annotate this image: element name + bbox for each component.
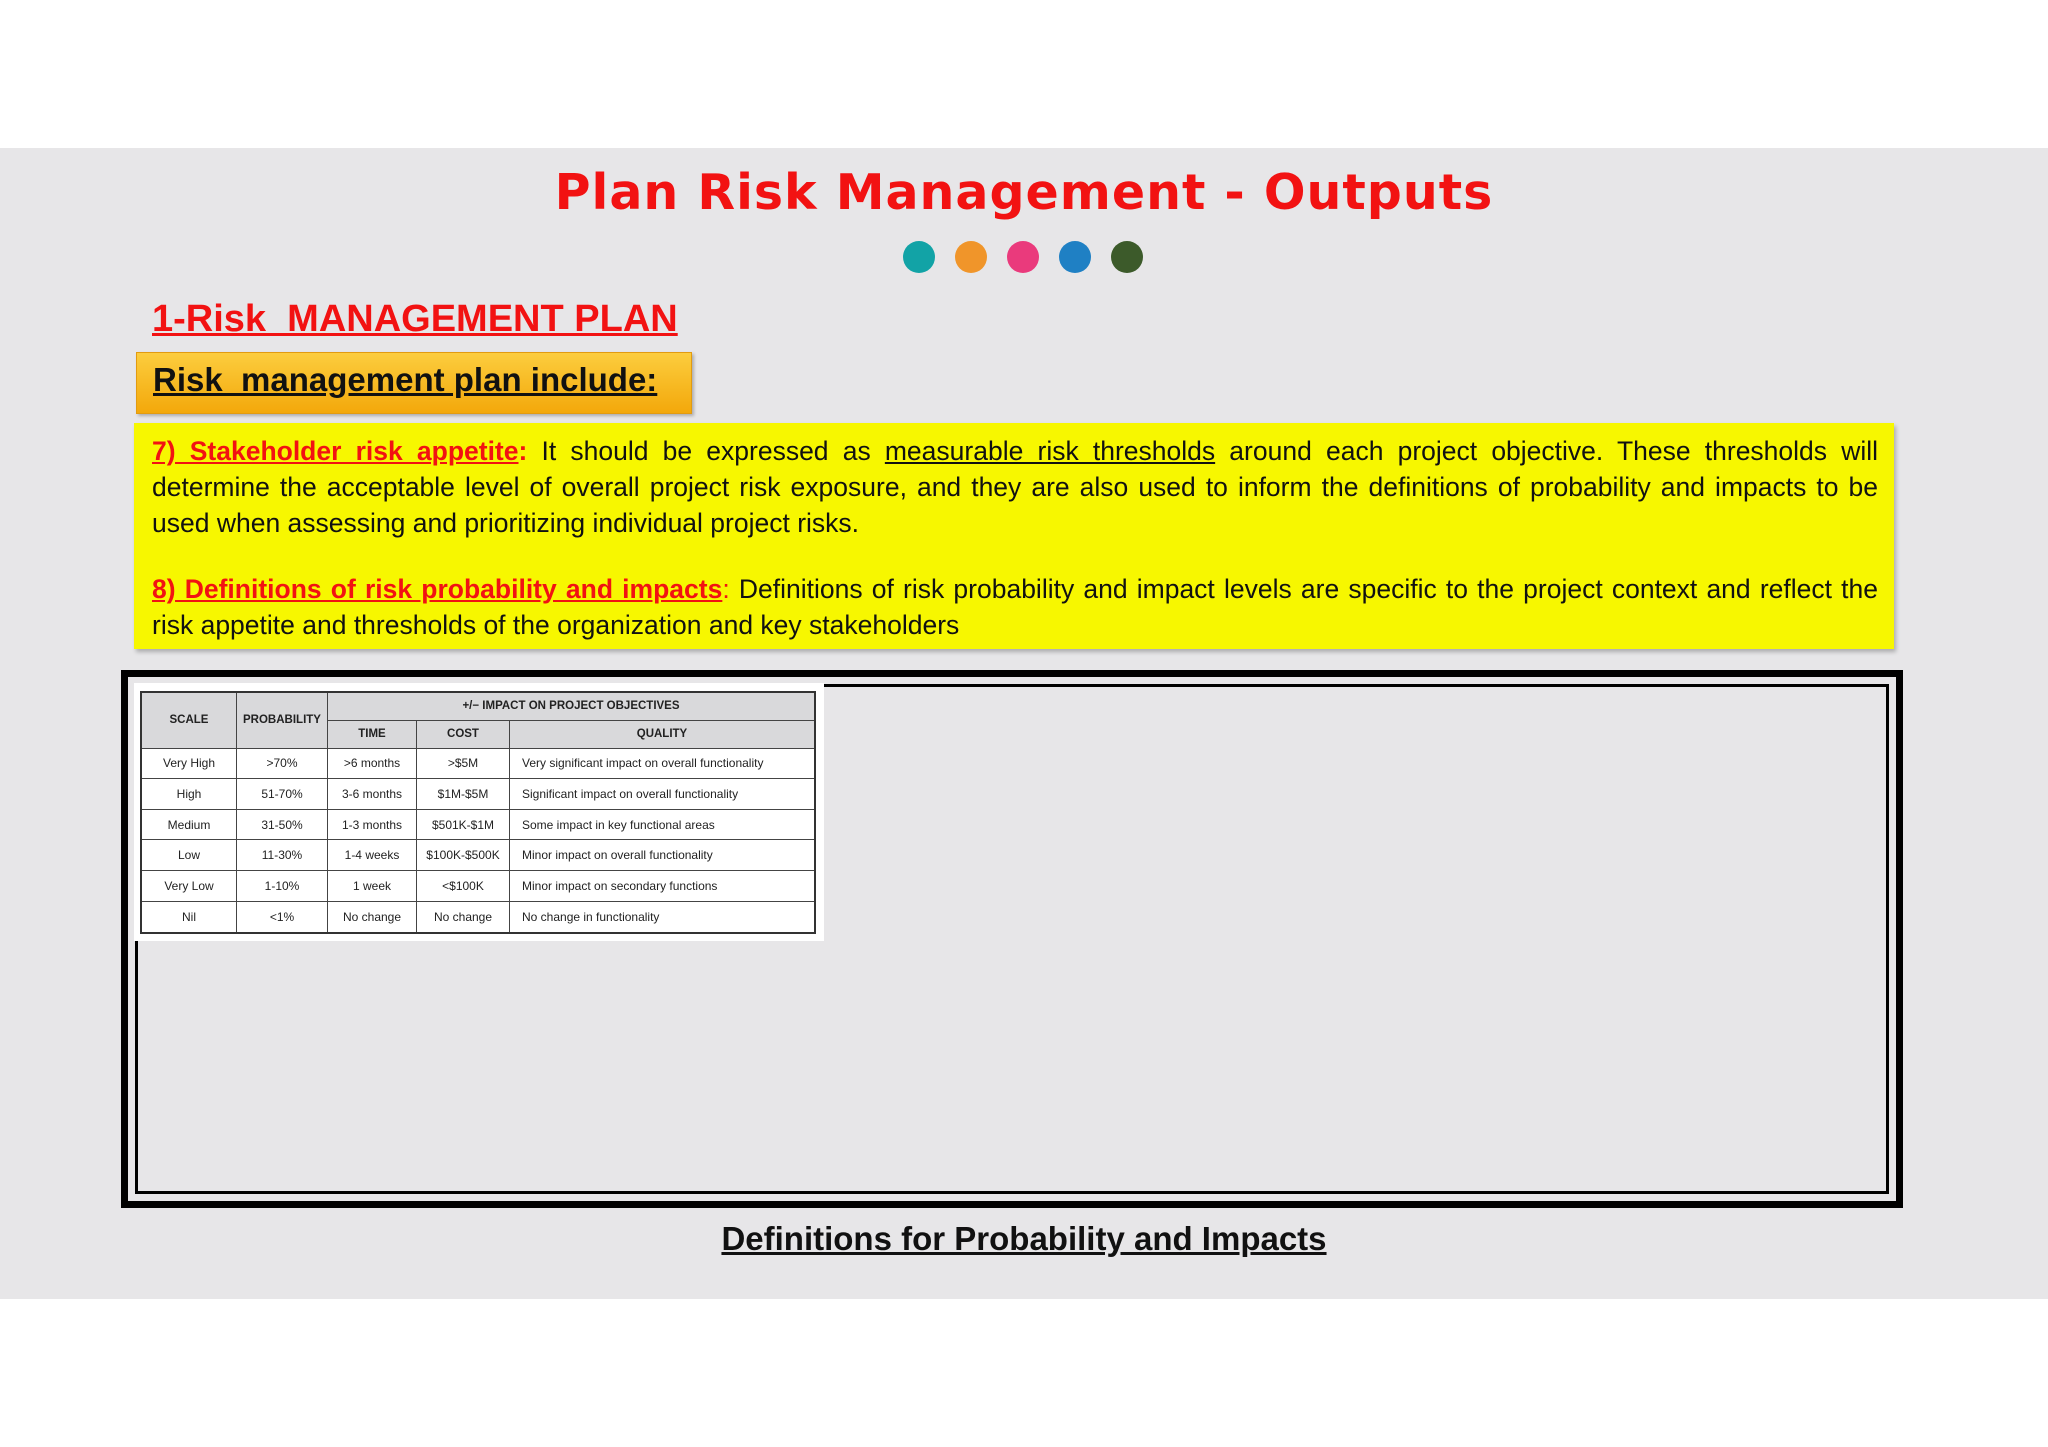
item-8-colon: : [722,574,730,604]
header-probability: PROBABILITY [237,692,328,748]
dot-orange [955,241,987,273]
cell-probability: 51-70% [237,779,328,810]
cell-cost: $100K-$500K [417,840,510,871]
item-7-label: 7) Stakeholder risk appetite [152,436,519,466]
header-quality: QUALITY [510,720,816,748]
table-row [141,901,815,933]
table-row [141,871,815,902]
cell-probability: 31-50% [237,809,328,840]
cell-scale: Very Low [141,871,237,902]
cell-cost: No change [417,901,510,933]
header-time: TIME [328,720,417,748]
cell-quality: Minor impact on secondary functions [510,871,816,902]
dot-pink [1007,241,1039,273]
item-8-paragraph [152,571,1878,643]
cell-time: No change [328,901,417,933]
risk-table-image [134,683,824,941]
item-7-colon: : [518,436,528,466]
cell-time: 1-4 weeks [328,840,417,871]
item-7-text-after: around each project objective. These thresholds will determine the acceptable level of overall project risk exposure, and they are also used to inform the definitions of probability and impacts to be used when assessing and prioritizing individual project risks. [152,436,1878,538]
cell-scale: High [141,779,237,810]
risk-definition-table [140,691,816,934]
table-row [141,840,815,871]
cell-quality: Significant impact on overall functionality [510,779,816,810]
cell-cost: $501K-$1M [417,809,510,840]
item-8-label: 8) Definitions of risk probability and impacts [152,574,723,604]
table-row [141,809,815,840]
cell-cost: <$100K [417,871,510,902]
item-8-text: Definitions of risk probability and impact levels are specific to the project context and reflect the risk appetite and thresholds of the organization and key stakeholders [152,574,1878,640]
decorative-dots [903,241,1143,273]
cell-probability: <1% [237,901,328,933]
cell-probability: 11-30% [237,840,328,871]
cell-probability: 1-10% [237,871,328,902]
cell-quality: Very significant impact on overall functionality [510,748,816,779]
item-7-highlight: measurable risk thresholds [884,436,1216,466]
header-cost: COST [417,720,510,748]
cell-time: >6 months [328,748,417,779]
header-impact: +/− IMPACT ON PROJECT OBJECTIVES [328,692,816,720]
cell-cost: $1M-$5M [417,779,510,810]
cell-scale: Medium [141,809,237,840]
dot-blue [1059,241,1091,273]
subheading: Risk management plan include: [153,361,658,398]
table-row [141,748,815,779]
cell-quality: Some impact in key functional areas [510,809,816,840]
subheading-box [136,352,692,414]
slide-title: Plan Risk Management - Outputs [554,164,1494,221]
header-scale: SCALE [141,692,237,748]
item-7-text-before: It should be expressed as [527,436,885,466]
cell-quality: No change in functionality [510,901,816,933]
cell-scale: Very High [141,748,237,779]
section-heading: 1-Risk MANAGEMENT PLAN [152,298,678,340]
cell-time: 3-6 months [328,779,417,810]
cell-cost: >$5M [417,748,510,779]
cell-quality: Minor impact on overall functionality [510,840,816,871]
item-7-paragraph [152,433,1878,541]
cell-time: 1-3 months [328,809,417,840]
table-row [141,779,815,810]
table-caption: Definitions for Probability and Impacts [721,1220,1327,1257]
dot-teal [903,241,935,273]
cell-probability: >70% [237,748,328,779]
cell-time: 1 week [328,871,417,902]
cell-scale: Nil [141,901,237,933]
dot-dark-green [1111,241,1143,273]
cell-scale: Low [141,840,237,871]
